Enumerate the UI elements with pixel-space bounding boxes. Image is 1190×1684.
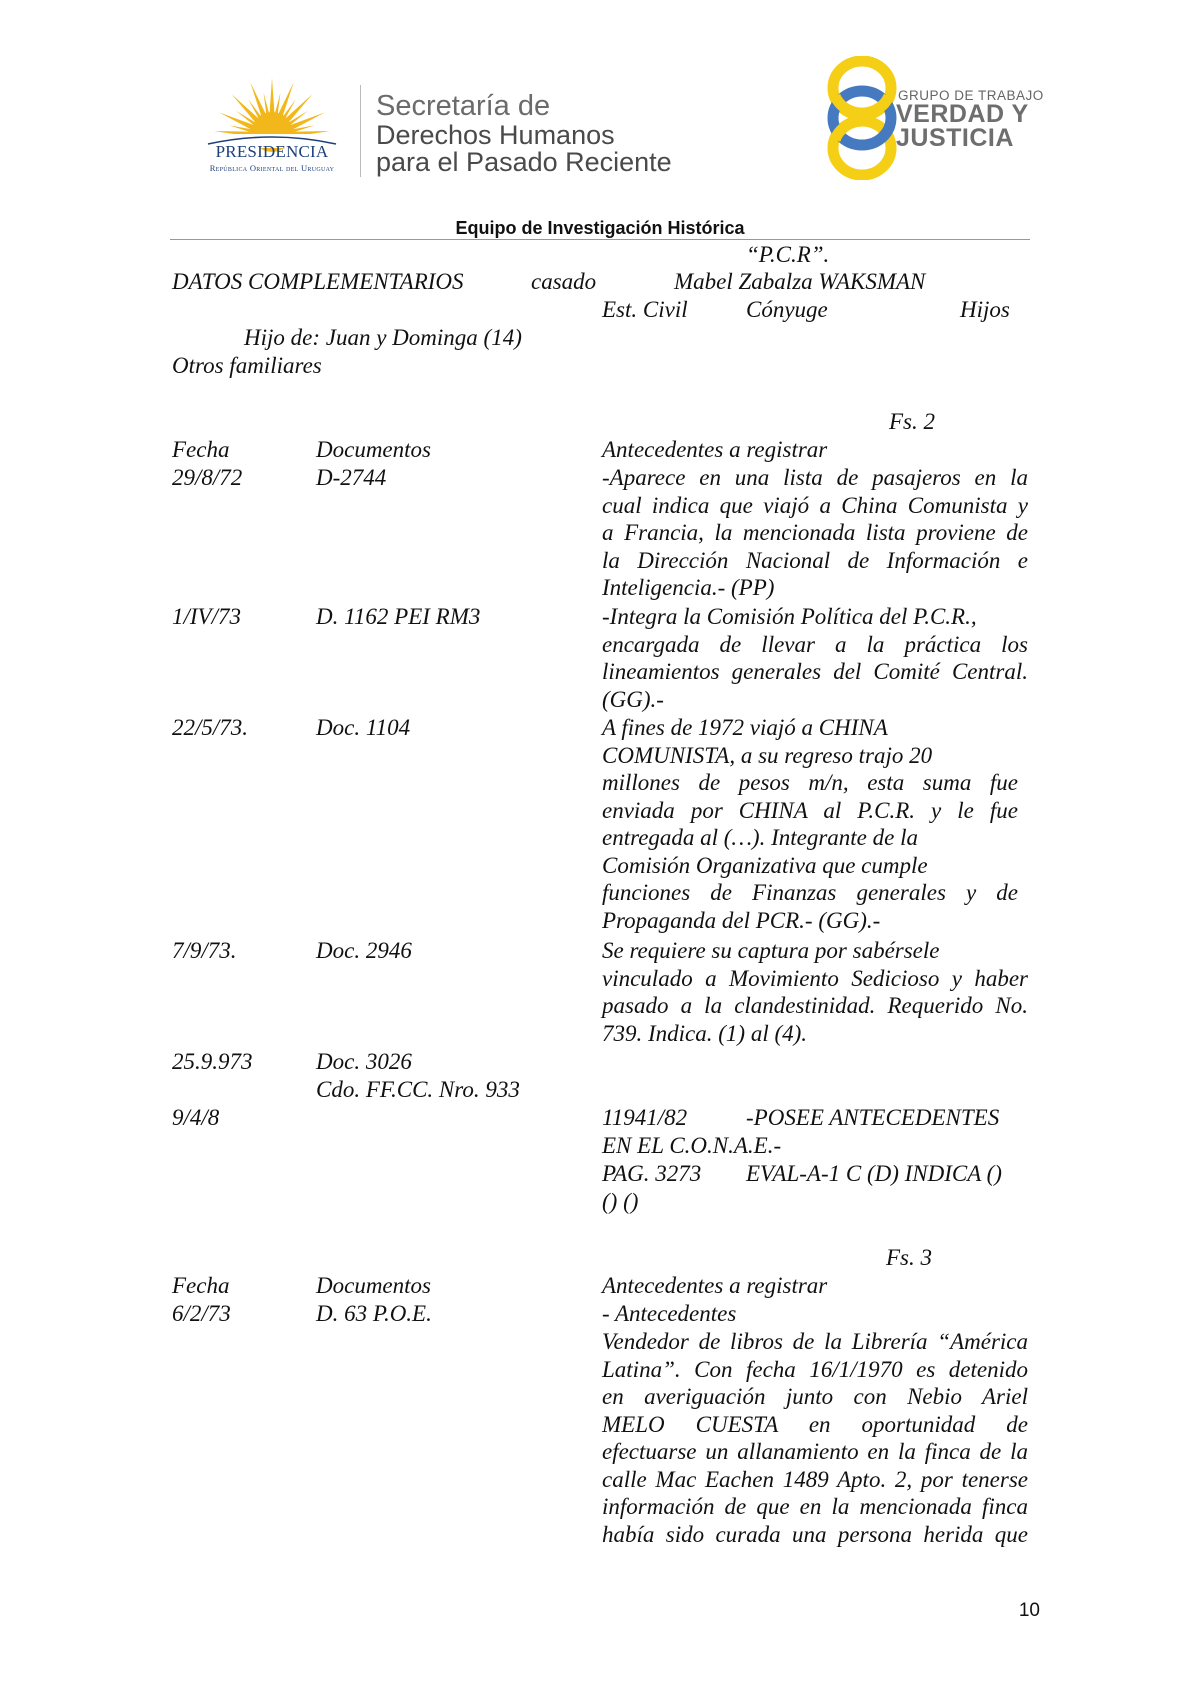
- text-line: cual indica que viajó a China Comunista y: [602, 492, 1028, 518]
- fs2-entry6-eval: EVAL-A-1 C (D) INDICA (): [746, 1161, 1002, 1186]
- page-number: 10: [1018, 1600, 1040, 1621]
- text-line: enviada por CHINA al P.C.R. y le fue: [602, 797, 1018, 823]
- text-line: Vendedor de libros de la Librería “América: [602, 1329, 1028, 1354]
- text-line: A fines de 1972 viajó a CHINA: [602, 715, 888, 740]
- text-line: -Aparece en una lista de pasajeros en la: [602, 465, 1028, 490]
- fs2-entry1-text: [602, 464, 1028, 602]
- pcr-label: “P.C.R”.: [746, 242, 830, 267]
- est-civil-value: casado: [531, 269, 597, 294]
- fs3-entry-documento: D. 63 P.O.E.: [316, 1301, 432, 1326]
- text-line: funciones de Finanzas generales y de: [602, 880, 1018, 905]
- fs3-header-antecedentes: Antecedentes a registrar: [602, 1273, 828, 1298]
- header-divider: [360, 85, 361, 177]
- fs2-entry1-documento: D-2744: [316, 465, 387, 490]
- text-line: (GG).-: [602, 686, 664, 712]
- text-line: efectuarse un allanamiento en la finca de la: [602, 1439, 1028, 1464]
- secretaria-line2: Derechos Humanos: [376, 120, 615, 150]
- fs3-entry-heading: - Antecedentes: [602, 1301, 737, 1326]
- hijos-label: Hijos: [960, 297, 1010, 322]
- fs2-entry6-antecedentes: -POSEE ANTECEDENTES: [746, 1105, 1000, 1130]
- text-line: millones de pesos m/n, esta suma fue: [602, 770, 1018, 795]
- fs2-entry5-fecha: 25.9.973: [172, 1049, 253, 1074]
- fs2-label: Fs. 2: [889, 409, 935, 434]
- conyuge-label: Cónyuge: [746, 297, 828, 322]
- fs3-entry-fecha: 6/2/73: [172, 1301, 231, 1326]
- fs3-header-fecha: Fecha: [172, 1273, 230, 1298]
- secretaria-line1: Secretaría de: [376, 90, 551, 122]
- fs2-entry1-fecha: 29/8/72: [172, 465, 243, 490]
- text-line: entregada al (…). Integrante de la: [602, 825, 918, 850]
- fs2-entry4-documento: Doc. 2946: [316, 938, 412, 963]
- fs2-entry3-documento: Doc. 1104: [316, 715, 411, 740]
- verdad-justicia-rings-logo: [822, 56, 902, 180]
- datos-complementarios-label: DATOS COMPLEMENTARIOS: [172, 269, 464, 294]
- text-line: encargada de llevar a la práctica los: [602, 631, 1028, 657]
- text-line: a Francia, la mencionada lista proviene de: [602, 520, 1028, 545]
- text-line: -Integra la Comisión Política del P.C.R.,: [602, 604, 977, 629]
- text-line: vinculado a Movimiento Sedicioso y haber: [602, 965, 1028, 991]
- text-line: pasado a la clandestinidad. Requerido No.: [602, 993, 1028, 1018]
- text-line: lineamientos generales del Comité Central.: [602, 659, 1028, 684]
- fs2-header-fecha: Fecha: [172, 437, 230, 462]
- fs3-label: Fs. 3: [886, 1245, 932, 1270]
- text-line: en averiguación junto con Nebio Ariel: [602, 1384, 1028, 1409]
- fs2-entry6-line4: () (): [602, 1189, 639, 1214]
- secretaria-line3: para el Pasado Reciente: [376, 147, 672, 177]
- fs2-entry6-pag: PAG. 3273: [602, 1161, 702, 1186]
- fs2-entry2-fecha: 1/IV/73: [172, 604, 241, 629]
- verdad-label: VERDAD Y: [896, 100, 1029, 128]
- team-title: Equipo de Investigación Histórica: [455, 218, 745, 238]
- hijo-de: Hijo de: Juan y Dominga (14): [244, 325, 522, 350]
- fs3-header-documentos: Documentos: [316, 1273, 431, 1298]
- fs2-entry2-documento: D. 1162 PEI RM3: [316, 604, 481, 629]
- conyuge-value: Mabel Zabalza WAKSMAN: [674, 269, 926, 294]
- text-line: MELO CUESTA en oportunidad de: [602, 1411, 1028, 1437]
- fs2-entry6-line2: EN EL C.O.N.A.E.-: [602, 1133, 782, 1158]
- fs2-entry4-text: [602, 937, 1028, 1047]
- fs2-entry3-fecha: 22/5/73.: [172, 715, 249, 740]
- grupo-trabajo-label: GRUPO DE TRABAJO: [898, 88, 1044, 103]
- fs3-entry-text: [602, 1328, 1028, 1548]
- text-line: Inteligencia.- (PP): [602, 575, 775, 600]
- fs2-entry2-text: [602, 603, 1028, 713]
- text-line: Propaganda del PCR.- (GG).-: [602, 907, 881, 933]
- text-line: información de que en la mencionada finca: [602, 1494, 1028, 1519]
- text-line: COMUNISTA, a su regreso trajo 20: [602, 742, 933, 768]
- presidencia-subtitle: República Oriental del Uruguay: [209, 163, 335, 173]
- justicia-label: JUSTICIA: [896, 124, 1014, 152]
- fs2-header-documentos: Documentos: [316, 437, 431, 462]
- presidencia-name: PRESIDENCIA: [215, 142, 329, 161]
- text-line: la Dirección Nacional de Información e: [602, 547, 1028, 573]
- text-line: Latina”. Con fecha 16/1/1970 es detenido: [602, 1356, 1028, 1382]
- text-line: calle Mac Eachen 1489 Apto. 2, por tenerse: [602, 1466, 1028, 1492]
- fs2-entry3-text: [602, 714, 1018, 934]
- fs2-entry6-ref: 11941/82: [602, 1105, 688, 1130]
- fs2-entry5-documento: Doc. 3026: [316, 1049, 412, 1074]
- otros-familiares-label: Otros familiares: [172, 353, 322, 378]
- fs2-entry5-documento2: Cdo. FF.CC. Nro. 933: [316, 1077, 520, 1102]
- fs2-entry4-fecha: 7/9/73.: [172, 938, 237, 963]
- text-line: había sido curada una persona herida que: [602, 1521, 1028, 1547]
- text-line: Comisión Organizativa que cumple: [602, 852, 928, 878]
- fs2-header-antecedentes: Antecedentes a registrar: [602, 437, 828, 462]
- text-line: Se requiere su captura por sabérsele: [602, 938, 940, 963]
- text-line: 739. Indica. (1) al (4).: [602, 1020, 808, 1046]
- header-rule: [170, 239, 1030, 240]
- fs2-entry6-fecha: 9/4/8: [172, 1105, 220, 1130]
- est-civil-label: Est. Civil: [602, 297, 688, 322]
